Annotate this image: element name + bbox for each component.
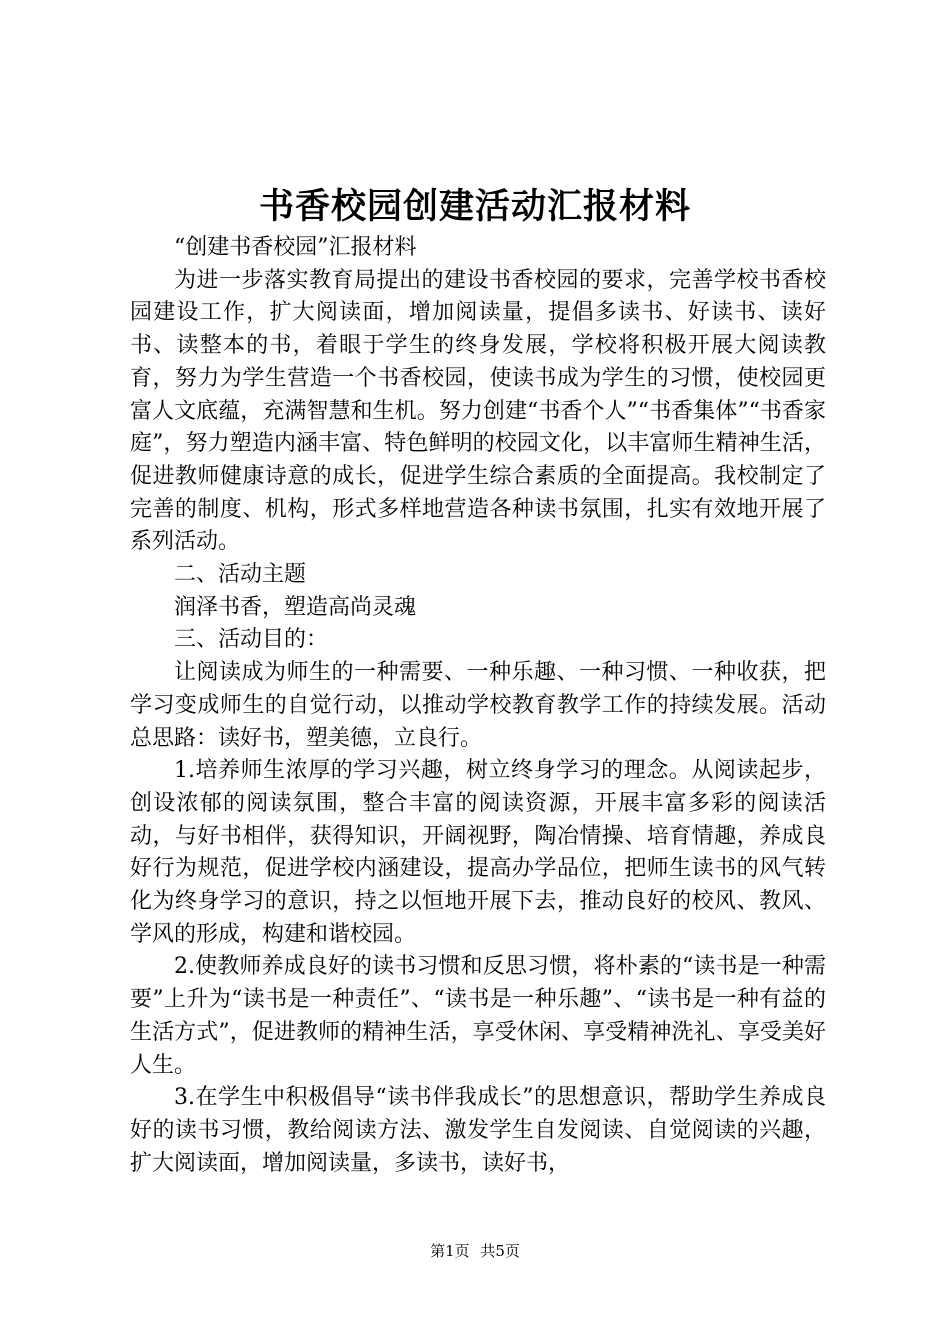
paragraph-purpose: 让阅读成为师生的一种需要、一种乐趣、一种习惯、一种收获，把学习变成师生的自觉行动，以推动学校教育教学工作的持续发展。活动总思路：读好书，塑美德，立良行。: [130, 660, 826, 751]
paragraph-item-1: 1.培养师生浓厚的学习兴趣，树立终身学习的理念。从阅读起步，创设浓郁的阅读氛围，整合丰富的阅读资源，开展丰富多彩的阅读活动，与好书相伴，获得知识，开阔视野，陶冶情操、培育情趣，养成良好行为规范，促进学校内涵建设，提高办学品位，把师生读书的风气转化为终身学习的意识，持之以恒地开展下去，推动良好的校风、教风、学风的形成，构建和谐校园。: [130, 758, 826, 947]
page-footer: [0, 1240, 950, 1262]
section-heading-purpose: 三、活动目的：: [174, 627, 329, 653]
paragraph-item-2: 2.使教师养成良好的读书习惯和反思习惯，将朴素的“读书是一种需要”上升为“读书是一种责任”、“读书是一种乐趣”、“读书是一种有益的生活方式”，促进教师的精神生活，享受休闲、享受精神洗礼、享受美好人生。: [130, 954, 826, 1078]
section-heading-theme: 二、活动主题: [174, 562, 307, 588]
paragraph-theme: 润泽书香，塑造高尚灵魂: [174, 594, 417, 620]
paragraph-introduction: 为进一步落实教育局提出的建设书香校园的要求，完善学校书香校园建设工作，扩大阅读面，增加阅读量，提倡多读书、好读书、读好书、读整本的书，着眼于学生的终身发展，学校将积极开展大阅读教育，努力为学生营造一个书香校园，使读书成为学生的习惯，使校园更富人文底蕴，充满智慧和生机。努力创建“书香个人”“书香集体”“书香家庭”，努力塑造内涵丰富、特色鲜明的校园文化，以丰富师生精神生活，促进教师健康诗意的成长，促进学生综合素质的全面提高。我校制定了完善的制度、机构，形式多样地营造各种读书氛围，扎实有效地开展了系列活动。: [130, 267, 826, 555]
document-title: 书香校园创建活动汇报材料: [258, 186, 691, 227]
page-number: 第1页: [430, 1242, 470, 1260]
paragraph-report-heading: “创建书香校园”汇报材料: [174, 235, 417, 260]
paragraph-item-3: 3.在学生中积极倡导“读书伴我成长”的思想意识，帮助学生养成良好的读书习惯，教给阅读方法、激发学生自发阅读、自觉阅读的兴趣，扩大阅读面，增加阅读量，多读书，读好书，: [130, 1085, 826, 1176]
document-body: [130, 232, 826, 1180]
page-total: 共5页: [480, 1242, 520, 1260]
